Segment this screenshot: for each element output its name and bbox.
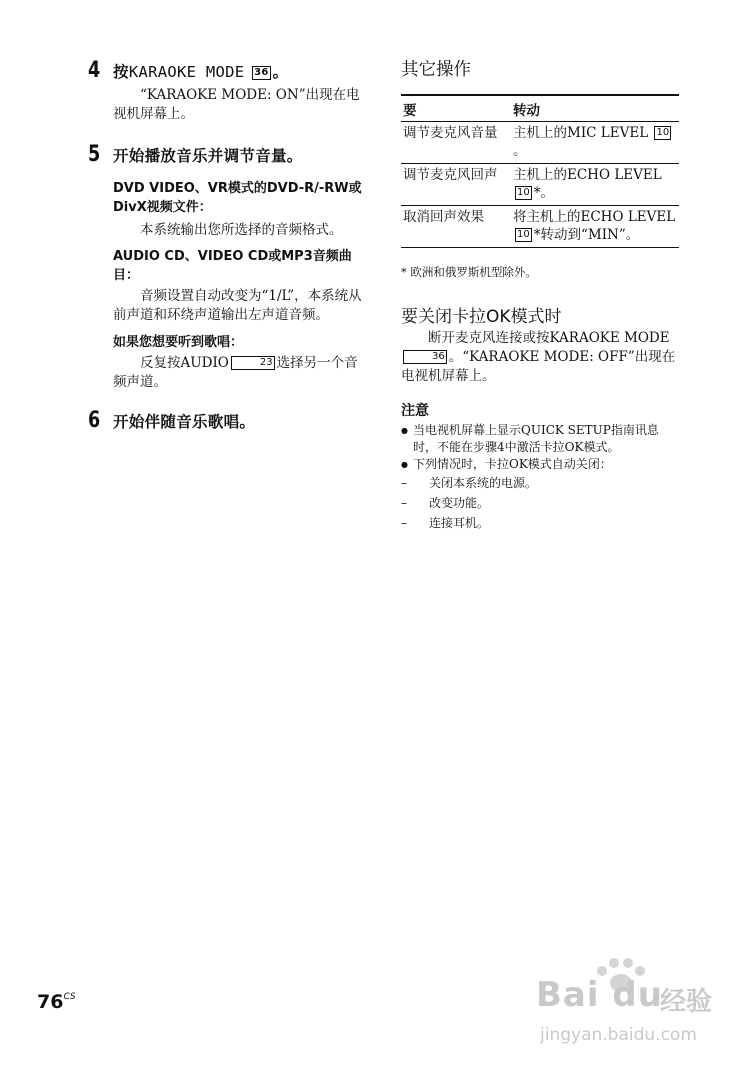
sub-body: 本系统输出您所选择的音频格式。	[140, 222, 343, 238]
sub-body: 音频设置自动改变为“1/L”，本系统从前声道和环绕声道输出左声道音频。	[113, 288, 362, 323]
note-title: 注意	[401, 403, 429, 419]
sub-heading: AUDIO CD、VIDEO CD或MP3音频曲目：	[113, 249, 352, 283]
step-title: 开始播放音乐并调节音量。	[113, 147, 303, 165]
section-heading: 其它操作	[401, 60, 471, 80]
table-header: 转动	[511, 95, 679, 122]
dash-marker: –	[401, 496, 407, 510]
step-number: 4	[88, 58, 101, 83]
table-row	[401, 206, 679, 248]
sub-heading: 如果您想要听到歌唱：	[113, 335, 244, 350]
callout-number: 10	[656, 127, 670, 138]
list-item: – 连接耳机。	[401, 513, 679, 533]
sub-body: 反复按AUDIO 23 选择另一个音频声道。	[113, 355, 358, 390]
step-4-body: “KARAOKE MODE: ON”出现在电视机屏幕上。	[113, 87, 360, 122]
dash-list	[401, 473, 679, 533]
right-column	[401, 56, 679, 533]
page-number: $76^{CS}$	[37, 991, 76, 1013]
callout-number: 23	[231, 356, 275, 370]
dash-marker: –	[401, 516, 407, 530]
step-6	[88, 408, 370, 433]
note-list	[401, 422, 679, 473]
step-5	[88, 142, 370, 167]
table-cell: 将主机上的ECHO LEVEL 10 *转动到“MIN”。	[511, 206, 679, 248]
callout-number: 36	[254, 67, 269, 78]
table-cell: 调节麦克风音量	[401, 122, 511, 164]
table-cell: 主机上的ECHO LEVEL 10 *。	[511, 164, 679, 206]
watermark	[532, 955, 732, 1065]
sub-heading: DVD VIDEO、VR模式的DVD-R/-RW或DivX视频文件：	[113, 181, 362, 215]
section-body: 断开麦克风连接或按KARAOKE MODE 36 。“KARAOKE MODE: OFF”出现在电视机屏幕上。	[401, 330, 676, 384]
callout-number: 10	[517, 229, 530, 240]
callout-number: 10	[517, 187, 530, 198]
table-header-row	[401, 95, 679, 122]
list-item: – 关闭本系统的电源。	[401, 473, 679, 493]
button-code: KARAOKE MODE	[128, 63, 245, 81]
list-item: ● 当电视机屏幕上显示QUICK SETUP指南讯息时，不能在步骤4中激活卡拉OK模式。	[401, 422, 679, 456]
list-item: – 改变功能。	[401, 493, 679, 513]
table-row	[401, 122, 679, 164]
section-heading: 要关闭卡拉OK模式时	[401, 307, 562, 327]
table-header: 要	[401, 95, 511, 122]
operations-table	[401, 94, 679, 248]
table-cell: 主机上的MIC LEVEL 10。	[511, 122, 679, 164]
left-column	[88, 58, 370, 433]
step-number: 5	[88, 142, 101, 167]
watermark-logo: Bai du	[536, 975, 663, 1015]
step-title: 开始伴随音乐歌唱。	[113, 413, 256, 431]
table-cell: 取消回声效果	[401, 206, 511, 248]
page-suffix: CS	[63, 992, 76, 1002]
table-cell: 调节麦克风回声	[401, 164, 511, 206]
footnote: * 欧洲和俄罗斯机型除外。	[401, 265, 537, 279]
step-title: 按KARAOKE MODE 36 。	[113, 63, 289, 81]
step-number: 6	[88, 408, 101, 433]
dash-marker: –	[401, 476, 407, 490]
step-4	[88, 58, 370, 83]
watermark-text: 经验	[660, 987, 713, 1017]
table-row	[401, 164, 679, 206]
list-item: ● 下列情况时，卡拉OK模式自动关闭：	[401, 456, 679, 473]
callout-number: 36	[403, 350, 447, 364]
watermark-url: jingyan.baidu.com	[540, 1025, 697, 1045]
